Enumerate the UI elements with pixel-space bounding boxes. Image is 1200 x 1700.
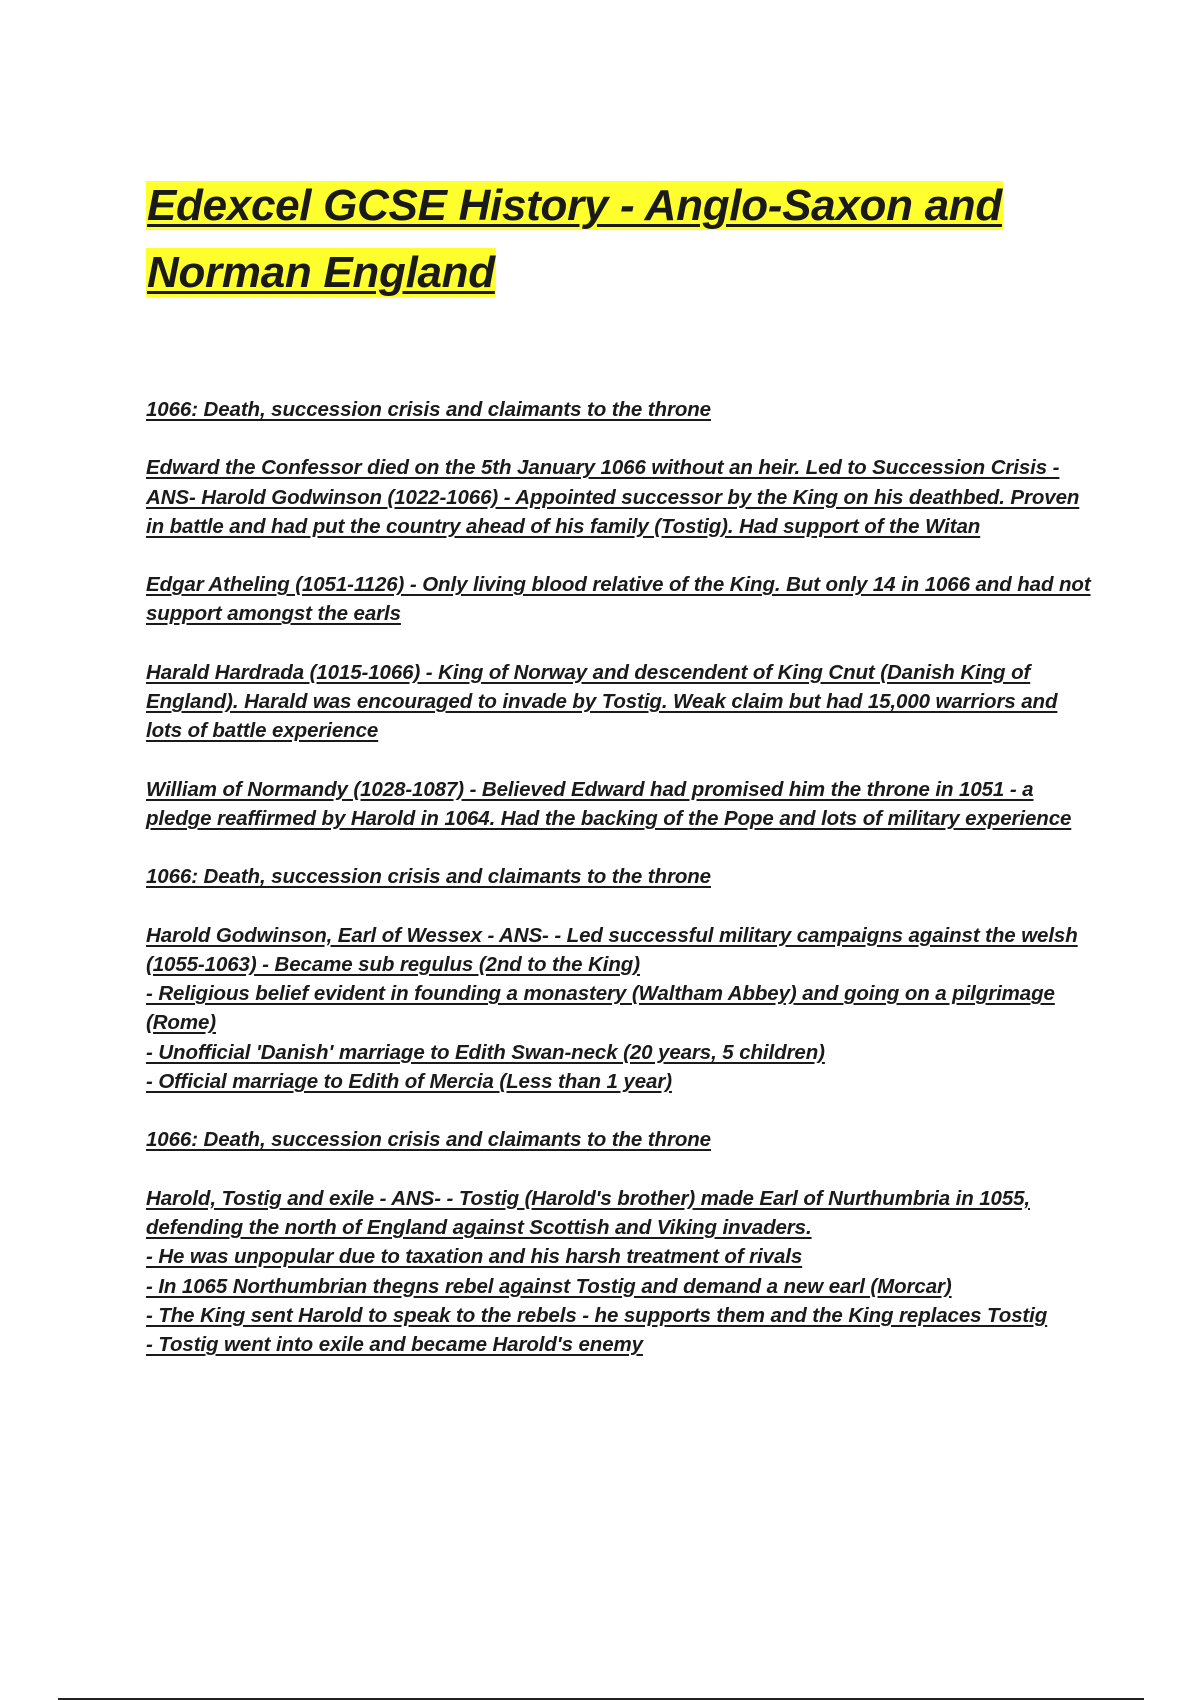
document-content [146,172,1096,1388]
bullet-line: - The King sent Harold to speak to the rebels - he supports them and the King replaces Tostig [146,1303,1048,1327]
title-line-2: Norman England [147,248,495,297]
bullet-line: - In 1065 Northumbrian thegns rebel against Tostig and demand a new earl (Morcar) [146,1274,952,1298]
claimant-paragraph: Edward the Confessor died on the 5th January 1066 without an heir. Led to Succession Crisis - ANS- Harold Godwinson (1022-1066) - Appointed successor by the King on his deathbed. Proven in battle and had put the country ahead of his family (Tostig). Had support of the Witan [146,456,1080,538]
section-heading: 1066: Death, succession crisis and claimants to the throne [146,398,711,421]
bullet-line: - Unofficial 'Danish' marriage to Edith Swan-neck (20 years, 5 children) [146,1040,825,1064]
claimant-paragraph: Harald Hardrada (1015-1066) - King of Norway and descendent of King Cnut (Danish King of England). Harald was encouraged to invade by Tostig. Weak claim but had 15,000 warriors and lots of battle experience [146,660,1058,743]
bullet-line: - Tostig went into exile and became Harold's enemy [146,1333,643,1357]
section-heading: 1066: Death, succession crisis and claimants to the throne [146,1128,711,1152]
document-title [146,172,1096,306]
bullet-line: - Religious belief evident in founding a monastery (Waltham Abbey) and going on a pilgrimage (Rome) [146,982,1055,1035]
section-heading: 1066: Death, succession crisis and claimants to the throne [146,865,711,889]
bullet-line: - He was unpopular due to taxation and his harsh treatment of rivals [146,1245,803,1269]
claimant-paragraph: Edgar Atheling (1051-1126) - Only living blood relative of the King. But only 14 in 1066 and had not support amongst the earls [146,573,1091,626]
notes-sections [146,395,1096,1359]
harold-godwinson-paragraph [146,921,1096,1097]
bullet-line: - Official marriage to Edith of Mercia (Less than 1 year) [146,1070,672,1094]
paragraph-intro: Harold Godwinson, Earl of Wessex - ANS- - Led successful military campaigns against the welsh (1055-1063) - Became sub regulus (2nd to the King) [146,923,1078,976]
paragraph-intro: Harold, Tostig and exile - ANS- - Tostig (Harold's brother) made Earl of Nurthumbria in 1055, defending the north of England against Scottish and Viking invaders. [146,1186,1031,1239]
title-line-1: Edexcel GCSE History - Anglo-Saxon and [147,181,1002,230]
claimant-paragraph: William of Normandy (1028-1087) - Believed Edward had promised him the throne in 1051 - a pledge reaffirmed by Harold in 1064. Had the backing of the Pope and lots of military experience [146,777,1072,830]
tostig-exile-paragraph [146,1184,1096,1360]
